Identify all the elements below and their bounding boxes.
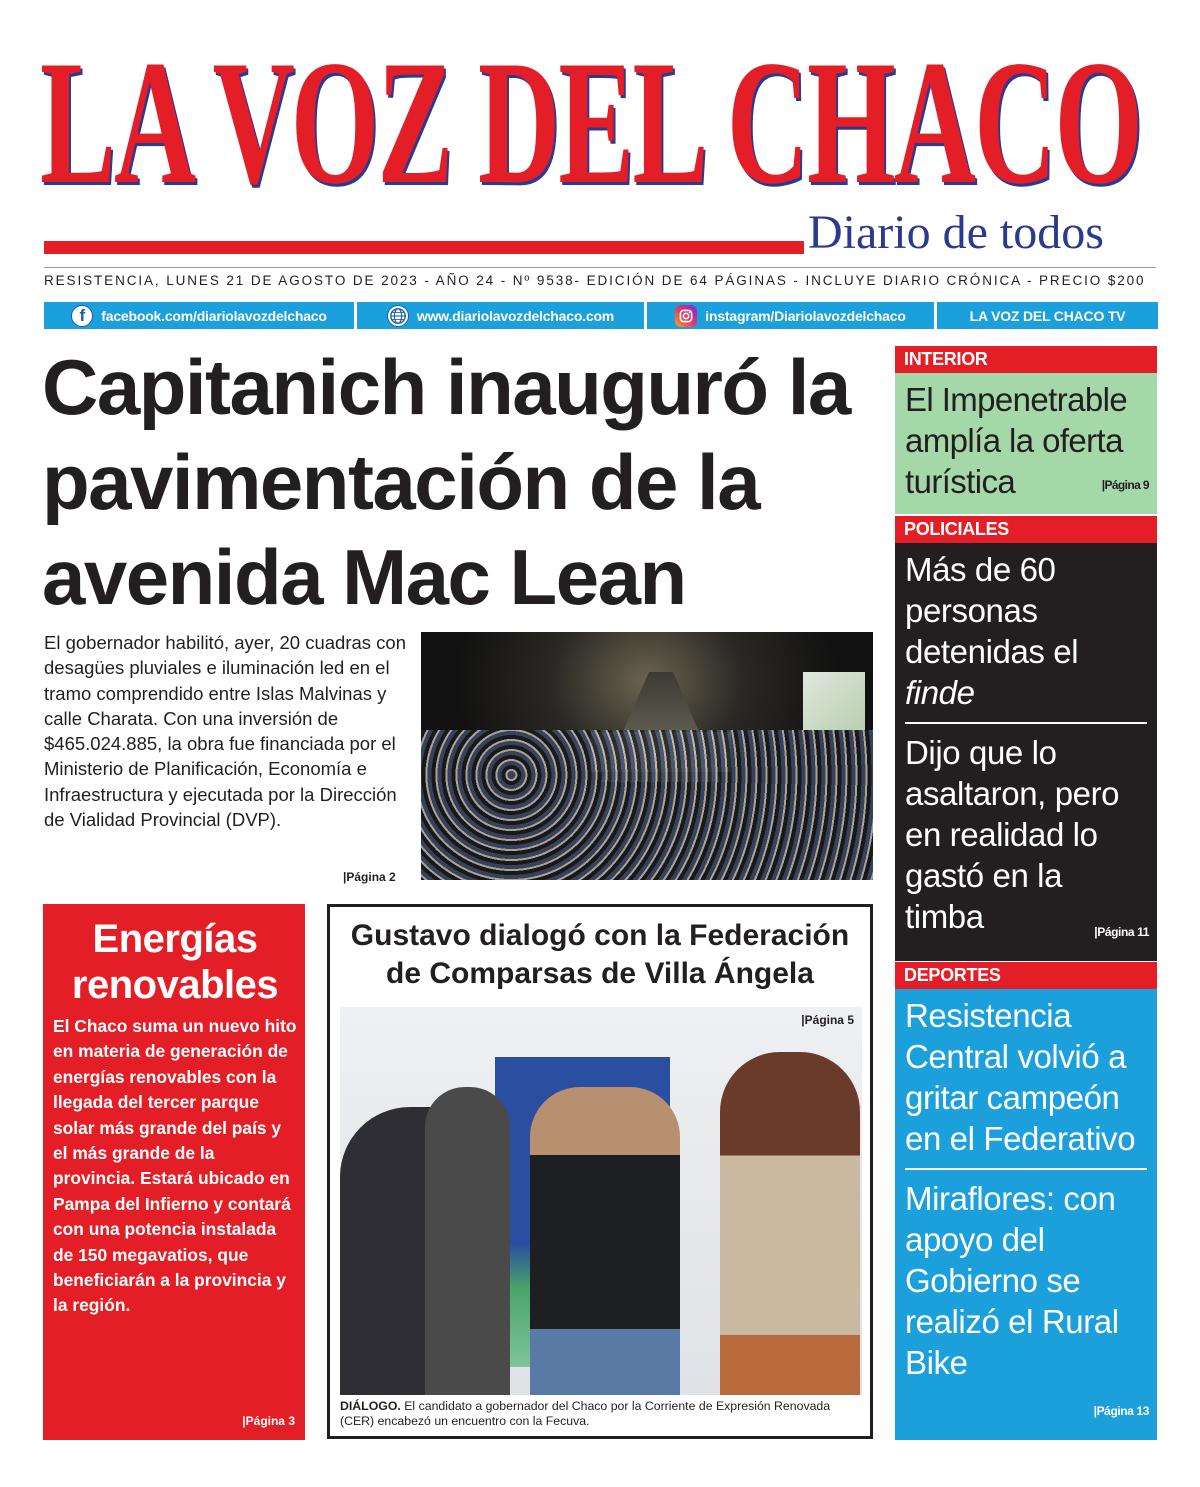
energy-story-title: Energías renovables <box>71 917 279 1007</box>
section-label-deportes: DEPORTES <box>895 962 1157 989</box>
page-reference: |Página 2 <box>343 870 396 884</box>
energy-story-body: El Chaco suma un nuevo hito en materia de generación de energías renovables con la llegada del tercer parque solar más grande del país y el más grande de la provincia. Estará ubicado en Pampa del Infierno y contará con una potencia instalada de 150 megavatios, que beneficiarán a la provincia y la región. <box>53 1016 297 1316</box>
main-story-photo <box>421 632 873 880</box>
policiales-headline-1 <box>905 549 1147 713</box>
dateline: RESISTENCIA, LUNES 21 DE AGOSTO DE 2023 - AÑO 24 - Nº 9538- EDICIÓN DE 64 PÁGINAS - INCLUYE DIARIO CRÓNICA - PRECIO $200 <box>44 273 1146 288</box>
main-story-body: El gobernador habilitó, ayer, 20 cuadras con desagües pluviales e iluminación led en el tramo comprendido entre Islas Malvinas y calle Charata. Con una inversión de $465.024.885, la obra fue financiada por el Ministerio de Planificación, Economía e Infraestructura y ejecutada por la Dirección de Vialidad Provincial (DVP). <box>44 632 407 831</box>
divider <box>44 267 1156 268</box>
deportes-headline-1: Resistencia Central volvió a gritar campeón en el Federativo <box>905 997 1136 1157</box>
gustavo-story-photo <box>340 1007 862 1395</box>
main-headline[interactable]: Capitanich inauguró la pavimentación de la avenida Mac Lean <box>42 343 850 621</box>
photo-detail <box>803 672 865 730</box>
facebook-link-label: facebook.com/diariolavozdelchaco <box>101 307 327 324</box>
interior-story[interactable] <box>895 373 1157 514</box>
gustavo-story-box[interactable] <box>327 904 873 1439</box>
section-label-interior: INTERIOR <box>895 346 1157 373</box>
page-reference: |Página 11 <box>1094 925 1149 939</box>
headline-text: Más de 60 personas detenidas el <box>905 551 1079 670</box>
photo-detail <box>720 1052 860 1395</box>
policiales-stories[interactable] <box>895 543 1157 961</box>
energy-story-box[interactable] <box>43 904 305 1440</box>
divider <box>905 722 1147 724</box>
page-reference: |Página 9 <box>1101 478 1149 492</box>
globe-icon <box>387 305 409 327</box>
caption-text: El candidato a gobernador del Chaco por la Corriente de Expresión Renovada (CER) encabezó un encuentro con la Fecuva. <box>340 1399 831 1428</box>
instagram-link[interactable] <box>647 302 934 329</box>
facebook-link[interactable] <box>44 302 354 329</box>
page-reference: |Página 5 <box>801 1013 854 1027</box>
website-link-label: www.diariolavozdelchaco.com <box>416 307 615 324</box>
divider <box>905 1168 1147 1170</box>
tv-link[interactable] <box>937 302 1158 329</box>
page-reference: |Página 13 <box>1093 1404 1149 1418</box>
section-label-policiales: POLICIALES <box>895 516 1157 543</box>
photo-caption <box>340 1399 866 1429</box>
deportes-headline-2: Miraflores: con apoyo del Gobierno se realizó el Rural Bike <box>905 1180 1119 1381</box>
masthead-title: LA VOZ DEL CHACO <box>40 23 1142 221</box>
website-link[interactable] <box>357 302 644 329</box>
social-bar <box>44 302 1158 329</box>
facebook-icon: f <box>71 305 93 327</box>
masthead-rule <box>44 241 804 254</box>
gustavo-story-title: Gustavo dialogó con la Federación de Comparsas de Villa Ángela <box>350 919 850 990</box>
photo-detail <box>530 1087 680 1395</box>
interior-headline: El Impenetrable amplía la oferta turística <box>905 381 1128 500</box>
caption-lead: DIÁLOGO. <box>340 1399 401 1413</box>
photo-detail <box>421 730 873 880</box>
photo-detail <box>425 1087 510 1395</box>
instagram-icon <box>675 305 697 327</box>
instagram-link-label: instagram/Diariolavozdelchaco <box>705 307 906 324</box>
deportes-stories[interactable] <box>895 989 1157 1440</box>
tv-link-label: LA VOZ DEL CHACO TV <box>969 307 1126 324</box>
masthead-tagline: Diario de todos <box>808 206 1104 259</box>
policiales-headline-2: Dijo que lo asaltaron, pero en realidad lo gastó en la timba <box>905 734 1120 935</box>
page-reference: |Página 3 <box>242 1414 295 1428</box>
headline-italic: finde <box>905 674 975 711</box>
